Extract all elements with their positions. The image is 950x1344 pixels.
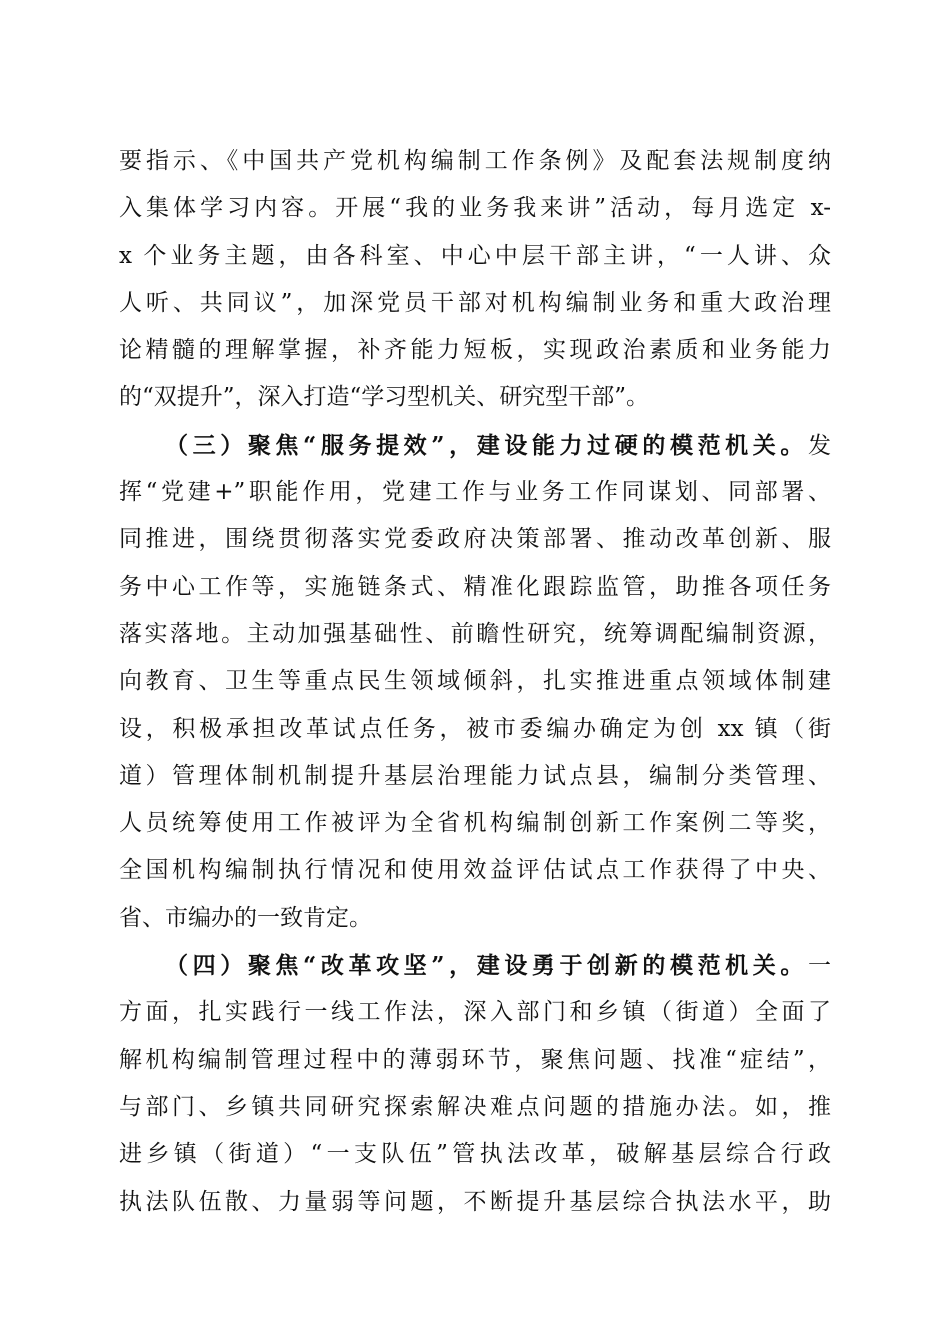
paragraph-service-efficiency xyxy=(119,422,831,942)
paragraph-line: 向教育、卫生等重点民生领域倾斜，扎实推进重点领域体制建 xyxy=(119,668,831,695)
paragraph-line: 执法队伍散、力量弱等问题，不断提升基层综合执法水平，助 xyxy=(119,1188,831,1215)
paragraph-line: 省、市编办的一致肯定。 xyxy=(119,904,372,931)
paragraph-line: 的“双提升”，深入打造“学习型机关、研究型干部”。 xyxy=(119,384,650,411)
paragraph-line: 落实落地。主动加强基础性、前瞻性研究，统筹调配编制资源， xyxy=(119,620,831,647)
paragraph-line: 人员统筹使用工作被评为全省机构编制创新工作案例二等奖， xyxy=(119,810,831,837)
paragraph-first-line xyxy=(119,422,831,469)
paragraph-study xyxy=(119,138,831,422)
paragraph-line: 务中心工作等，实施链条式、精准化跟踪监管，助推各项任务 xyxy=(119,573,831,600)
heading-continuation: 发 xyxy=(808,432,831,459)
section-heading-3: （三）聚焦“服务提效”，建设能力过硬的模范机关。 xyxy=(165,431,808,459)
paragraph-line: 要指示、《中国共产党机构编制工作条例》及配套法规制度纳 xyxy=(119,148,831,174)
paragraph-line: 入集体学习内容。开展“我的业务我来讲”活动，每月选定 x- xyxy=(119,195,831,222)
paragraph-line: 设，积极承担改革试点任务，被市委编办确定为创 xx 镇（街 xyxy=(119,715,831,742)
document-body xyxy=(119,138,831,1226)
section-heading-4: （四）聚焦“改革攻坚”，建设勇于创新的模范机关。 xyxy=(165,952,808,980)
paragraph-line: 同推进，围绕贯彻落实党委政府决策部署、推动改革创新、服 xyxy=(119,526,831,553)
paragraph-line: 方面，扎实践行一线工作法，深入部门和乡镇（街道）全面了 xyxy=(119,999,831,1026)
paragraph-line: 人听、共同议”，加深党员干部对机构编制业务和重大政治理 xyxy=(119,289,831,316)
paragraph-line: 全国机构编制执行情况和使用效益评估试点工作获得了中央、 xyxy=(119,857,831,884)
paragraph-line: 道）管理体制机制提升基层治理能力试点县，编制分类管理、 xyxy=(119,762,831,789)
paragraph-first-line xyxy=(119,942,831,989)
paragraph-line: 解机构编制管理过程中的薄弱环节，聚焦问题、找准“症结”， xyxy=(119,1046,831,1073)
paragraph-line: x 个业务主题，由各科室、中心中层干部主讲，“一人讲、众 xyxy=(119,242,831,269)
heading-continuation: 一 xyxy=(808,953,831,980)
paragraph-line: 进乡镇（街道）“一支队伍”管执法改革，破解基层综合行政 xyxy=(119,1141,831,1168)
paragraph-line: 挥“党建+”职能作用，党建工作与业务工作同谋划、同部署、 xyxy=(119,479,831,506)
paragraph-line: 与部门、乡镇共同研究探索解决难点问题的措施办法。如，推 xyxy=(119,1093,831,1120)
paragraph-reform xyxy=(119,942,831,1226)
paragraph-line: 论精髓的理解掌握，补齐能力短板，实现政治素质和业务能力 xyxy=(119,337,831,364)
